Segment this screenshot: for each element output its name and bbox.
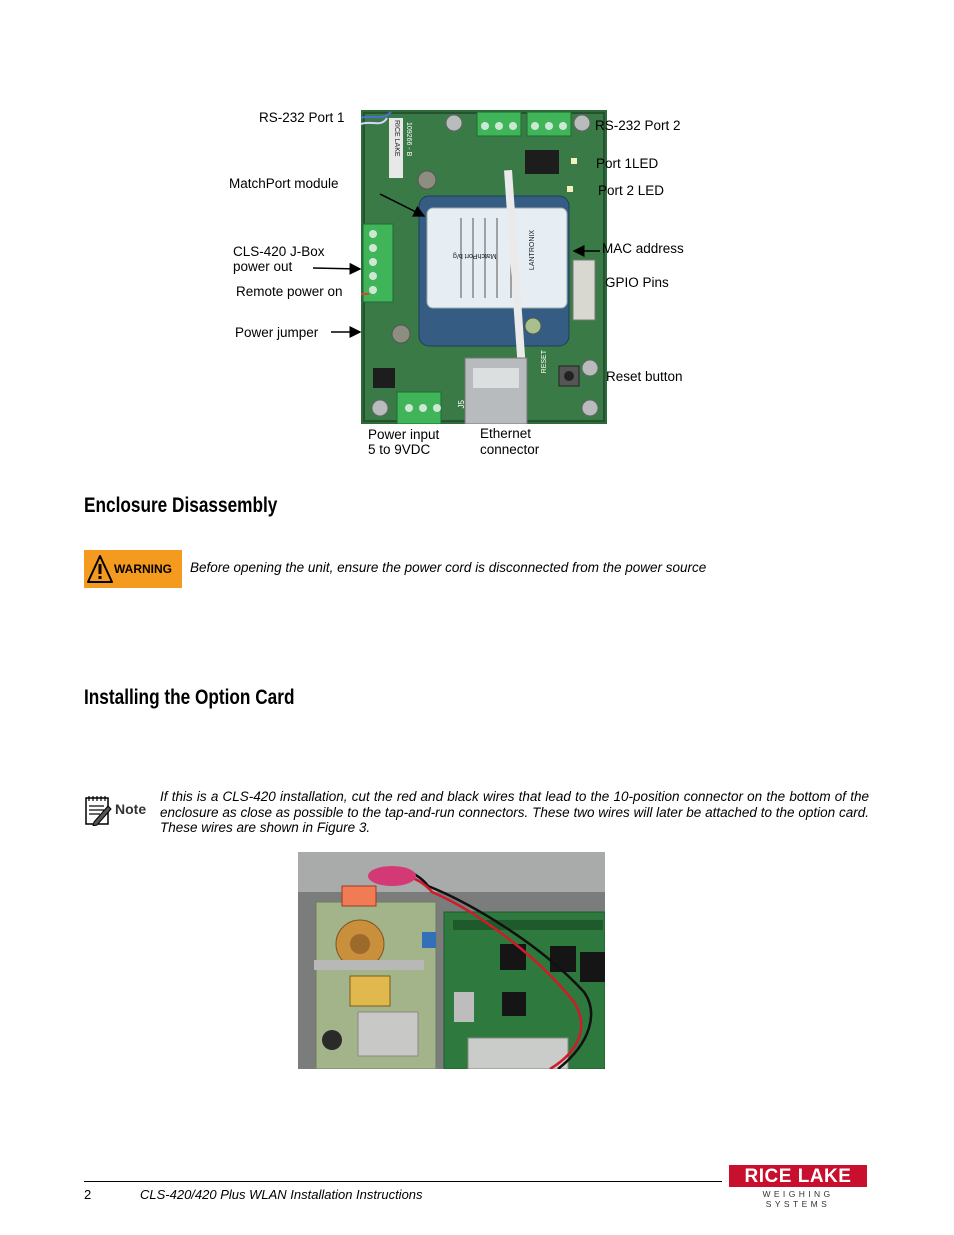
label-rs232-port1: RS-232 Port 1 [259, 110, 345, 125]
note-text: If this is a CLS-420 installation, cut the red and black wires that lead to the 10-position connector on the bottom of the enclosure as close as possible to the tap-and-run connectors. These two wires will later be attached to the option card. These wires are shown in Figure 3. [160, 789, 869, 835]
enclosure-photo [298, 852, 605, 1069]
label-jbox-power-line2: power out [233, 259, 293, 274]
label-power-input-line1: Power input [368, 427, 440, 442]
warning-label: WARNING [114, 562, 172, 576]
j5-print: J5 [457, 400, 466, 409]
footer-doc-title: CLS-420/420 Plus WLAN Installation Instructions [140, 1187, 423, 1202]
logo-sub-text: WEIGHING SYSTEMS [762, 1189, 834, 1209]
label-ethernet-line2: connector [480, 442, 540, 457]
label-port2-led: Port 2 LED [598, 183, 665, 198]
label-mac-address: MAC address [602, 241, 684, 256]
page-number: 2 [84, 1187, 92, 1202]
reset-print: RESET [541, 350, 548, 374]
warning-text: Before opening the unit, ensure the power cord is disconnected from the power source [190, 560, 707, 575]
label-reset-button: Reset button [606, 369, 683, 384]
board-part-print: 109266 - B [405, 122, 412, 157]
module-maker-print: LANTRONIX [529, 230, 536, 271]
label-ethernet-line1: Ethernet [480, 426, 532, 441]
callout-arrows [0, 0, 954, 480]
label-power-input-line2: 5 to 9VDC [368, 442, 431, 457]
notepad-pencil-icon [84, 794, 112, 826]
warning-badge [84, 550, 182, 588]
label-remote-power-on: Remote power on [236, 284, 343, 299]
note-badge [84, 792, 152, 828]
board-brand-print: RICE LAKE [393, 120, 400, 157]
footer-rule [84, 1181, 722, 1182]
label-port1-led: Port 1LED [596, 156, 659, 171]
label-jbox-power-line1: CLS-420 J-Box [233, 244, 325, 259]
section-title-installing-option-card: Installing the Option Card [84, 686, 295, 709]
warning-triangle-icon [87, 552, 113, 586]
rice-lake-logo [729, 1165, 867, 1209]
section-title-enclosure-disassembly: Enclosure Disassembly [84, 494, 278, 517]
label-matchport-module: MatchPort module [229, 176, 339, 191]
label-gpio-pins: GPIO Pins [605, 275, 669, 290]
enclosure-illustration [298, 852, 605, 1069]
logo-main-text: RICE LAKE [744, 1166, 852, 1187]
label-rs232-port2: RS-232 Port 2 [595, 118, 681, 133]
note-label: Note [115, 801, 147, 817]
module-name-print: MatchPort b/g [453, 252, 497, 259]
label-power-jumper: Power jumper [235, 325, 319, 340]
